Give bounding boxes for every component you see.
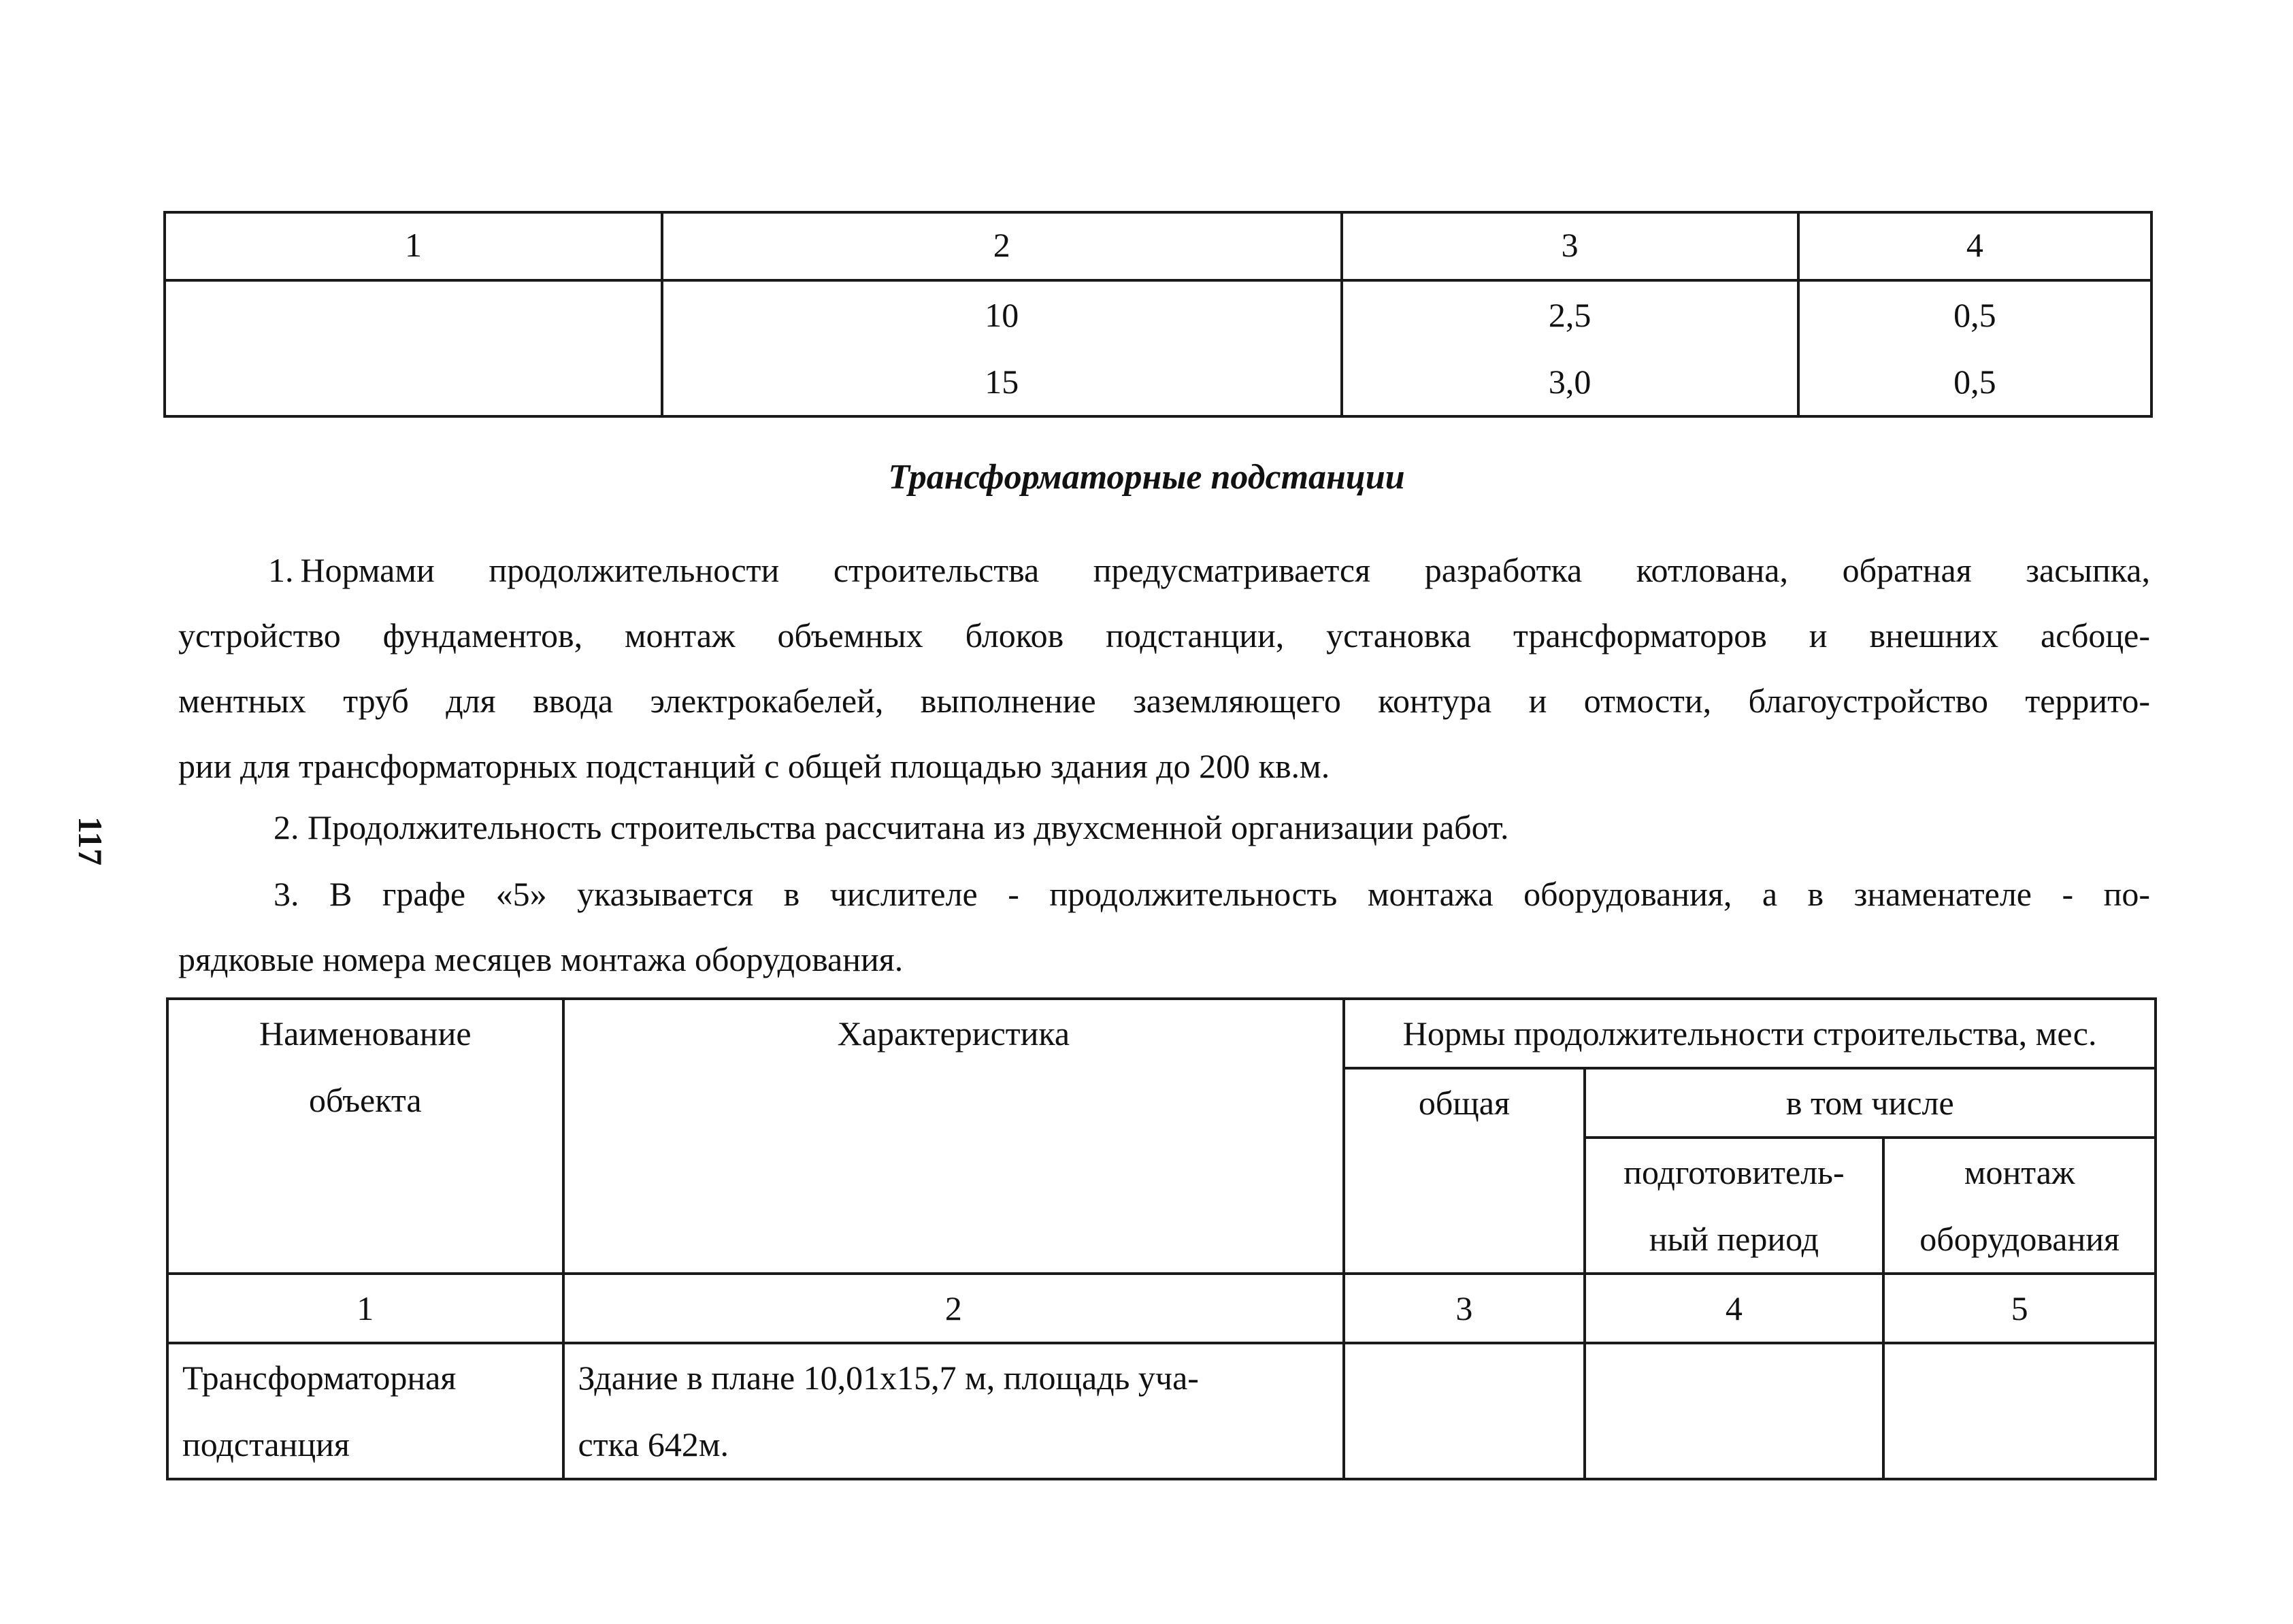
continuation-table <box>163 211 2153 418</box>
header-cell: 2 <box>662 212 1342 280</box>
table-cell <box>1798 280 2151 416</box>
page-number: 117 <box>71 816 110 866</box>
prep-cell <box>1585 1343 1884 1479</box>
object-name-cell <box>167 1343 563 1479</box>
paragraph-line: 3. В графе «5» указывается в числителе - продолжительность монтажа оборудования, а в знаменателе - по- <box>274 875 2150 913</box>
paragraph-line: ментных труб для ввода электрокабелей, выполнение заземляющего контура и отмости, благоустройство террито- <box>178 682 2150 720</box>
mount-header <box>1883 1138 2156 1274</box>
cell-value: 0,5 <box>1953 363 1996 401</box>
cell-text: Здание в плане 10,01x15,7 м, площадь уча- <box>578 1359 1199 1397</box>
header-text: монтаж <box>1964 1153 2075 1191</box>
header-text: Наименование <box>259 1014 472 1053</box>
table-header-row <box>165 212 2151 280</box>
header-text: оборудования <box>1919 1220 2119 1258</box>
table-cell <box>662 280 1342 416</box>
header-row <box>167 999 2156 1068</box>
table-body-row <box>165 280 2151 416</box>
prep-header <box>1585 1138 1884 1274</box>
paragraph-line: 2. Продолжительность строительства рассчитана из двухсменной организации работ. <box>274 808 1509 846</box>
table-row <box>167 1343 2156 1479</box>
cell-value: 15 <box>985 363 1019 401</box>
header-text: подготовитель- <box>1623 1153 1845 1191</box>
column-number: 2 <box>563 1274 1345 1343</box>
paragraph-line: рии для трансформаторных подстанций с общей площадью здания до 200 кв.м. <box>178 747 1330 785</box>
paragraph-line: Нормами продолжительности строительства предусматривается разработка котлована, обратная засыпка, <box>300 551 2150 589</box>
section-title: Трансформаторные подстанции <box>888 458 1405 497</box>
header-text: объекта <box>309 1081 422 1119</box>
header-cell: 1 <box>165 212 662 280</box>
cell-text: Трансформаторная <box>182 1359 457 1397</box>
cell-value: 0,5 <box>1953 296 1996 334</box>
cell-value: 3,0 <box>1548 363 1591 401</box>
column-number: 5 <box>1883 1274 2156 1343</box>
column-number: 1 <box>167 1274 563 1343</box>
header-cell: 3 <box>1342 212 1798 280</box>
paragraph-number: 1. <box>268 551 294 589</box>
including-header: в том числе <box>1585 1068 2156 1138</box>
cell-value: 10 <box>985 296 1019 334</box>
norms-header: Нормы продолжительности строительства, мес. <box>1344 999 2156 1068</box>
paragraph-line: рядковые номера месяцев монтажа оборудования. <box>178 940 904 978</box>
mount-cell <box>1883 1343 2156 1479</box>
name-header <box>167 999 563 1274</box>
paragraph-3 <box>178 861 2150 992</box>
paragraph-line: устройство фундаментов, монтаж объемных блоков подстанции, установка трансформаторов и внешних асбоце- <box>178 616 2150 654</box>
column-number: 3 <box>1344 1274 1584 1343</box>
characteristic-cell <box>563 1343 1345 1479</box>
table-cell <box>165 280 662 416</box>
column-number: 4 <box>1585 1274 1884 1343</box>
paragraph-1 <box>178 537 2150 799</box>
table-cell <box>1342 280 1798 416</box>
cell-text: подстанция <box>182 1425 350 1463</box>
header-text: ный период <box>1649 1220 1819 1258</box>
cell-text: стка 642м. <box>578 1425 729 1463</box>
column-number-row <box>167 1274 2156 1343</box>
header-cell: 4 <box>1798 212 2151 280</box>
norms-table <box>166 997 2157 1480</box>
total-cell <box>1344 1343 1584 1479</box>
characteristic-header: Характеристика <box>563 999 1345 1274</box>
total-header: общая <box>1344 1068 1584 1274</box>
cell-value: 2,5 <box>1548 296 1591 334</box>
paragraph-2 <box>178 795 2150 860</box>
